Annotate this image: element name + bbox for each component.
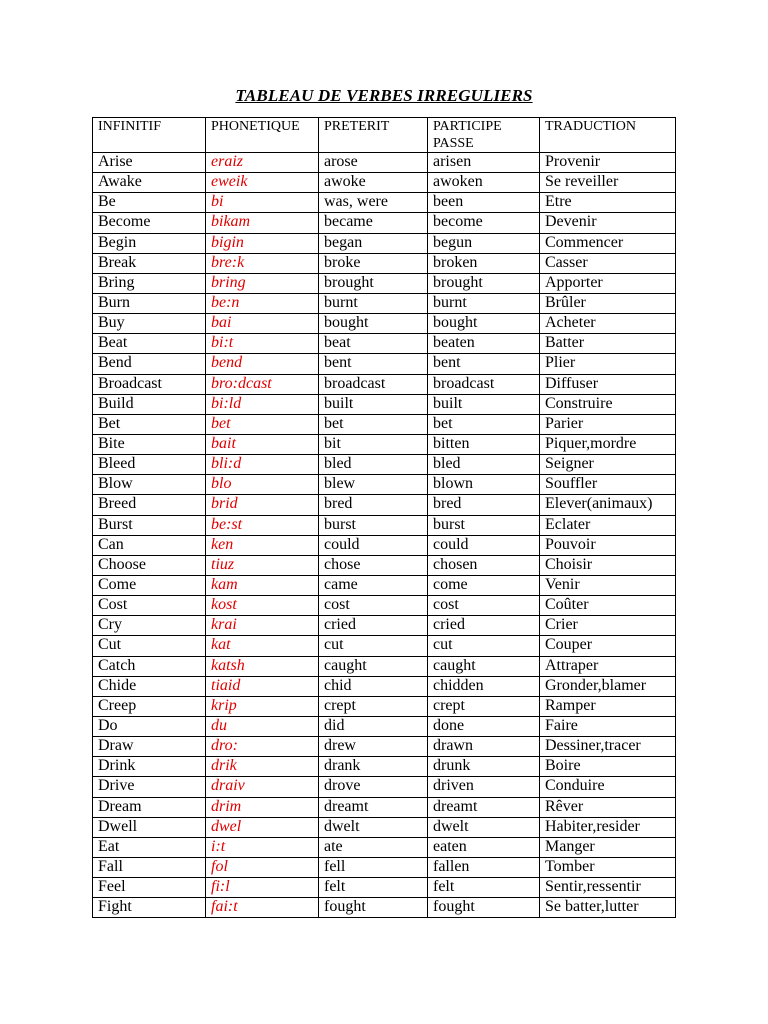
cell-traduction: Brûler xyxy=(540,293,676,313)
cell-traduction: Etre xyxy=(540,193,676,213)
cell-traduction: Piquer,mordre xyxy=(540,434,676,454)
cell-infinitif: Blow xyxy=(93,475,206,495)
cell-infinitif: Beat xyxy=(93,334,206,354)
cell-infinitif: Breed xyxy=(93,495,206,515)
cell-preterit: drove xyxy=(319,777,428,797)
table-row xyxy=(93,495,676,515)
cell-participe-passe: caught xyxy=(428,656,540,676)
cell-participe-passe: bet xyxy=(428,414,540,434)
cell-preterit: blew xyxy=(319,475,428,495)
cell-preterit: chose xyxy=(319,555,428,575)
cell-preterit: began xyxy=(319,233,428,253)
cell-participe-passe: cost xyxy=(428,596,540,616)
cell-traduction: Ramper xyxy=(540,696,676,716)
cell-preterit: burnt xyxy=(319,293,428,313)
cell-infinitif: Drive xyxy=(93,777,206,797)
cell-infinitif: Buy xyxy=(93,314,206,334)
cell-traduction: Choisir xyxy=(540,555,676,575)
cell-participe-passe: bought xyxy=(428,314,540,334)
cell-phonetique: bre:k xyxy=(206,253,319,273)
cell-phonetique: eweik xyxy=(206,173,319,193)
cell-preterit: dreamt xyxy=(319,797,428,817)
cell-traduction: Dessiner,tracer xyxy=(540,737,676,757)
cell-traduction: Construire xyxy=(540,394,676,414)
cell-traduction: Pouvoir xyxy=(540,535,676,555)
cell-preterit: bought xyxy=(319,314,428,334)
cell-participe-passe: could xyxy=(428,535,540,555)
cell-participe-passe: felt xyxy=(428,878,540,898)
cell-phonetique: fol xyxy=(206,857,319,877)
cell-traduction: Conduire xyxy=(540,777,676,797)
cell-phonetique: fi:l xyxy=(206,878,319,898)
cell-infinitif: Fall xyxy=(93,857,206,877)
cell-traduction: Provenir xyxy=(540,153,676,173)
cell-participe-passe: bled xyxy=(428,455,540,475)
header-infinitif: INFINITIF xyxy=(93,118,206,153)
table-row xyxy=(93,434,676,454)
cell-traduction: Plier xyxy=(540,354,676,374)
table-row xyxy=(93,535,676,555)
cell-traduction: Coûter xyxy=(540,596,676,616)
cell-preterit: fought xyxy=(319,898,428,918)
header-preterit: PRETERIT xyxy=(319,118,428,153)
cell-preterit: ate xyxy=(319,837,428,857)
cell-phonetique: be:n xyxy=(206,293,319,313)
table-row xyxy=(93,716,676,736)
cell-phonetique: bring xyxy=(206,273,319,293)
cell-phonetique: be:st xyxy=(206,515,319,535)
cell-traduction: Sentir,ressentir xyxy=(540,878,676,898)
cell-infinitif: Build xyxy=(93,394,206,414)
table-row xyxy=(93,273,676,293)
cell-infinitif: Broadcast xyxy=(93,374,206,394)
table-row xyxy=(93,153,676,173)
cell-phonetique: kost xyxy=(206,596,319,616)
cell-participe-passe: drunk xyxy=(428,757,540,777)
cell-phonetique: drik xyxy=(206,757,319,777)
cell-participe-passe: crept xyxy=(428,696,540,716)
cell-infinitif: Dwell xyxy=(93,817,206,837)
cell-infinitif: Bite xyxy=(93,434,206,454)
cell-traduction: Se batter,lutter xyxy=(540,898,676,918)
cell-preterit: caught xyxy=(319,656,428,676)
header-participe-passe: PARTICIPE PASSE xyxy=(428,118,540,153)
cell-infinitif: Chide xyxy=(93,676,206,696)
cell-phonetique: drim xyxy=(206,797,319,817)
cell-traduction: Venir xyxy=(540,575,676,595)
table-row xyxy=(93,857,676,877)
cell-traduction: Casser xyxy=(540,253,676,273)
verb-table-body xyxy=(93,153,676,918)
verb-table xyxy=(92,117,676,918)
cell-participe-passe: bitten xyxy=(428,434,540,454)
cell-preterit: drew xyxy=(319,737,428,757)
table-row xyxy=(93,213,676,233)
cell-participe-passe: bent xyxy=(428,354,540,374)
cell-participe-passe: awoken xyxy=(428,173,540,193)
cell-phonetique: krai xyxy=(206,616,319,636)
cell-traduction: Souffler xyxy=(540,475,676,495)
cell-phonetique: bikam xyxy=(206,213,319,233)
cell-traduction: Seigner xyxy=(540,455,676,475)
cell-participe-passe: burst xyxy=(428,515,540,535)
cell-traduction: Habiter,resider xyxy=(540,817,676,837)
table-row xyxy=(93,656,676,676)
cell-infinitif: Burst xyxy=(93,515,206,535)
table-row xyxy=(93,293,676,313)
cell-traduction: Faire xyxy=(540,716,676,736)
cell-infinitif: Be xyxy=(93,193,206,213)
cell-phonetique: bet xyxy=(206,414,319,434)
cell-participe-passe: bred xyxy=(428,495,540,515)
table-row xyxy=(93,253,676,273)
cell-infinitif: Break xyxy=(93,253,206,273)
cell-phonetique: katsh xyxy=(206,656,319,676)
cell-infinitif: Awake xyxy=(93,173,206,193)
cell-preterit: bled xyxy=(319,455,428,475)
cell-traduction: Couper xyxy=(540,636,676,656)
cell-phonetique: bro:dcast xyxy=(206,374,319,394)
table-row xyxy=(93,575,676,595)
table-row xyxy=(93,354,676,374)
cell-infinitif: Bleed xyxy=(93,455,206,475)
table-row xyxy=(93,837,676,857)
cell-participe-passe: chidden xyxy=(428,676,540,696)
table-row xyxy=(93,334,676,354)
cell-phonetique: kat xyxy=(206,636,319,656)
cell-phonetique: fai:t xyxy=(206,898,319,918)
cell-traduction: Eclater xyxy=(540,515,676,535)
cell-phonetique: tiaid xyxy=(206,676,319,696)
cell-preterit: bent xyxy=(319,354,428,374)
table-row xyxy=(93,173,676,193)
cell-infinitif: Do xyxy=(93,716,206,736)
table-row xyxy=(93,797,676,817)
table-row xyxy=(93,898,676,918)
cell-traduction: Parier xyxy=(540,414,676,434)
cell-participe-passe: drawn xyxy=(428,737,540,757)
cell-infinitif: Creep xyxy=(93,696,206,716)
cell-infinitif: Become xyxy=(93,213,206,233)
cell-traduction: Crier xyxy=(540,616,676,636)
cell-participe-passe: been xyxy=(428,193,540,213)
cell-preterit: crept xyxy=(319,696,428,716)
cell-phonetique: du xyxy=(206,716,319,736)
cell-participe-passe: arisen xyxy=(428,153,540,173)
cell-infinitif: Catch xyxy=(93,656,206,676)
cell-preterit: fell xyxy=(319,857,428,877)
cell-preterit: did xyxy=(319,716,428,736)
cell-phonetique: brid xyxy=(206,495,319,515)
cell-traduction: Diffuser xyxy=(540,374,676,394)
cell-phonetique: blo xyxy=(206,475,319,495)
cell-infinitif: Cut xyxy=(93,636,206,656)
cell-infinitif: Bring xyxy=(93,273,206,293)
cell-phonetique: draiv xyxy=(206,777,319,797)
cell-traduction: Batter xyxy=(540,334,676,354)
cell-preterit: arose xyxy=(319,153,428,173)
cell-participe-passe: cut xyxy=(428,636,540,656)
cell-phonetique: bli:d xyxy=(206,455,319,475)
table-row xyxy=(93,555,676,575)
cell-infinitif: Feel xyxy=(93,878,206,898)
cell-phonetique: bi xyxy=(206,193,319,213)
cell-preterit: cost xyxy=(319,596,428,616)
cell-preterit: became xyxy=(319,213,428,233)
cell-participe-passe: become xyxy=(428,213,540,233)
table-row xyxy=(93,777,676,797)
cell-participe-passe: built xyxy=(428,394,540,414)
cell-infinitif: Arise xyxy=(93,153,206,173)
cell-preterit: dwelt xyxy=(319,817,428,837)
cell-traduction: Rêver xyxy=(540,797,676,817)
cell-participe-passe: beaten xyxy=(428,334,540,354)
cell-preterit: burst xyxy=(319,515,428,535)
cell-participe-passe: blown xyxy=(428,475,540,495)
header-traduction: TRADUCTION xyxy=(540,118,676,153)
header-phonetique: PHONETIQUE xyxy=(206,118,319,153)
cell-participe-passe: fallen xyxy=(428,857,540,877)
cell-participe-passe: come xyxy=(428,575,540,595)
cell-preterit: was, were xyxy=(319,193,428,213)
cell-participe-passe: dreamt xyxy=(428,797,540,817)
table-row xyxy=(93,737,676,757)
cell-preterit: could xyxy=(319,535,428,555)
table-row xyxy=(93,455,676,475)
table-row xyxy=(93,414,676,434)
page-title: TABLEAU DE VERBES IRREGULIERS xyxy=(235,86,533,105)
cell-participe-passe: burnt xyxy=(428,293,540,313)
cell-infinitif: Can xyxy=(93,535,206,555)
cell-phonetique: bait xyxy=(206,434,319,454)
cell-phonetique: bend xyxy=(206,354,319,374)
cell-preterit: broke xyxy=(319,253,428,273)
cell-preterit: awoke xyxy=(319,173,428,193)
cell-traduction: Attraper xyxy=(540,656,676,676)
cell-phonetique: eraiz xyxy=(206,153,319,173)
cell-infinitif: Cost xyxy=(93,596,206,616)
table-row xyxy=(93,878,676,898)
cell-participe-passe: brought xyxy=(428,273,540,293)
cell-preterit: bet xyxy=(319,414,428,434)
cell-preterit: drank xyxy=(319,757,428,777)
cell-participe-passe: dwelt xyxy=(428,817,540,837)
table-row xyxy=(93,515,676,535)
table-row xyxy=(93,374,676,394)
cell-participe-passe: eaten xyxy=(428,837,540,857)
cell-traduction: Commencer xyxy=(540,233,676,253)
cell-infinitif: Bet xyxy=(93,414,206,434)
cell-traduction: Acheter xyxy=(540,314,676,334)
cell-preterit: brought xyxy=(319,273,428,293)
cell-preterit: broadcast xyxy=(319,374,428,394)
table-row xyxy=(93,475,676,495)
cell-phonetique: bigin xyxy=(206,233,319,253)
cell-infinitif: Come xyxy=(93,575,206,595)
cell-preterit: came xyxy=(319,575,428,595)
cell-infinitif: Begin xyxy=(93,233,206,253)
cell-infinitif: Drink xyxy=(93,757,206,777)
cell-infinitif: Dream xyxy=(93,797,206,817)
cell-traduction: Tomber xyxy=(540,857,676,877)
table-row xyxy=(93,817,676,837)
cell-traduction: Devenir xyxy=(540,213,676,233)
table-row xyxy=(93,394,676,414)
cell-preterit: beat xyxy=(319,334,428,354)
cell-participe-passe: fought xyxy=(428,898,540,918)
cell-preterit: cried xyxy=(319,616,428,636)
cell-traduction: Boire xyxy=(540,757,676,777)
cell-phonetique: bai xyxy=(206,314,319,334)
cell-infinitif: Cry xyxy=(93,616,206,636)
table-header-row xyxy=(93,118,676,153)
cell-phonetique: tiuz xyxy=(206,555,319,575)
cell-phonetique: kam xyxy=(206,575,319,595)
table-row xyxy=(93,616,676,636)
cell-preterit: chid xyxy=(319,676,428,696)
table-row xyxy=(93,636,676,656)
cell-infinitif: Fight xyxy=(93,898,206,918)
cell-phonetique: ken xyxy=(206,535,319,555)
cell-preterit: felt xyxy=(319,878,428,898)
table-row xyxy=(93,193,676,213)
cell-traduction: Apporter xyxy=(540,273,676,293)
cell-traduction: Se reveiller xyxy=(540,173,676,193)
table-row xyxy=(93,676,676,696)
cell-phonetique: dro: xyxy=(206,737,319,757)
table-row xyxy=(93,314,676,334)
table-row xyxy=(93,233,676,253)
table-row xyxy=(93,696,676,716)
cell-infinitif: Draw xyxy=(93,737,206,757)
cell-phonetique: dwel xyxy=(206,817,319,837)
cell-preterit: built xyxy=(319,394,428,414)
cell-participe-passe: broken xyxy=(428,253,540,273)
cell-infinitif: Eat xyxy=(93,837,206,857)
cell-participe-passe: cried xyxy=(428,616,540,636)
cell-infinitif: Bend xyxy=(93,354,206,374)
cell-participe-passe: chosen xyxy=(428,555,540,575)
table-row xyxy=(93,757,676,777)
table-row xyxy=(93,596,676,616)
cell-participe-passe: begun xyxy=(428,233,540,253)
cell-phonetique: krip xyxy=(206,696,319,716)
cell-traduction: Gronder,blamer xyxy=(540,676,676,696)
cell-phonetique: bi:t xyxy=(206,334,319,354)
cell-participe-passe: broadcast xyxy=(428,374,540,394)
cell-traduction: Manger xyxy=(540,837,676,857)
cell-participe-passe: done xyxy=(428,716,540,736)
cell-traduction: Elever(animaux) xyxy=(540,495,676,515)
cell-preterit: bred xyxy=(319,495,428,515)
cell-preterit: cut xyxy=(319,636,428,656)
cell-preterit: bit xyxy=(319,434,428,454)
cell-infinitif: Burn xyxy=(93,293,206,313)
cell-phonetique: bi:ld xyxy=(206,394,319,414)
cell-participe-passe: driven xyxy=(428,777,540,797)
cell-infinitif: Choose xyxy=(93,555,206,575)
cell-phonetique: i:t xyxy=(206,837,319,857)
